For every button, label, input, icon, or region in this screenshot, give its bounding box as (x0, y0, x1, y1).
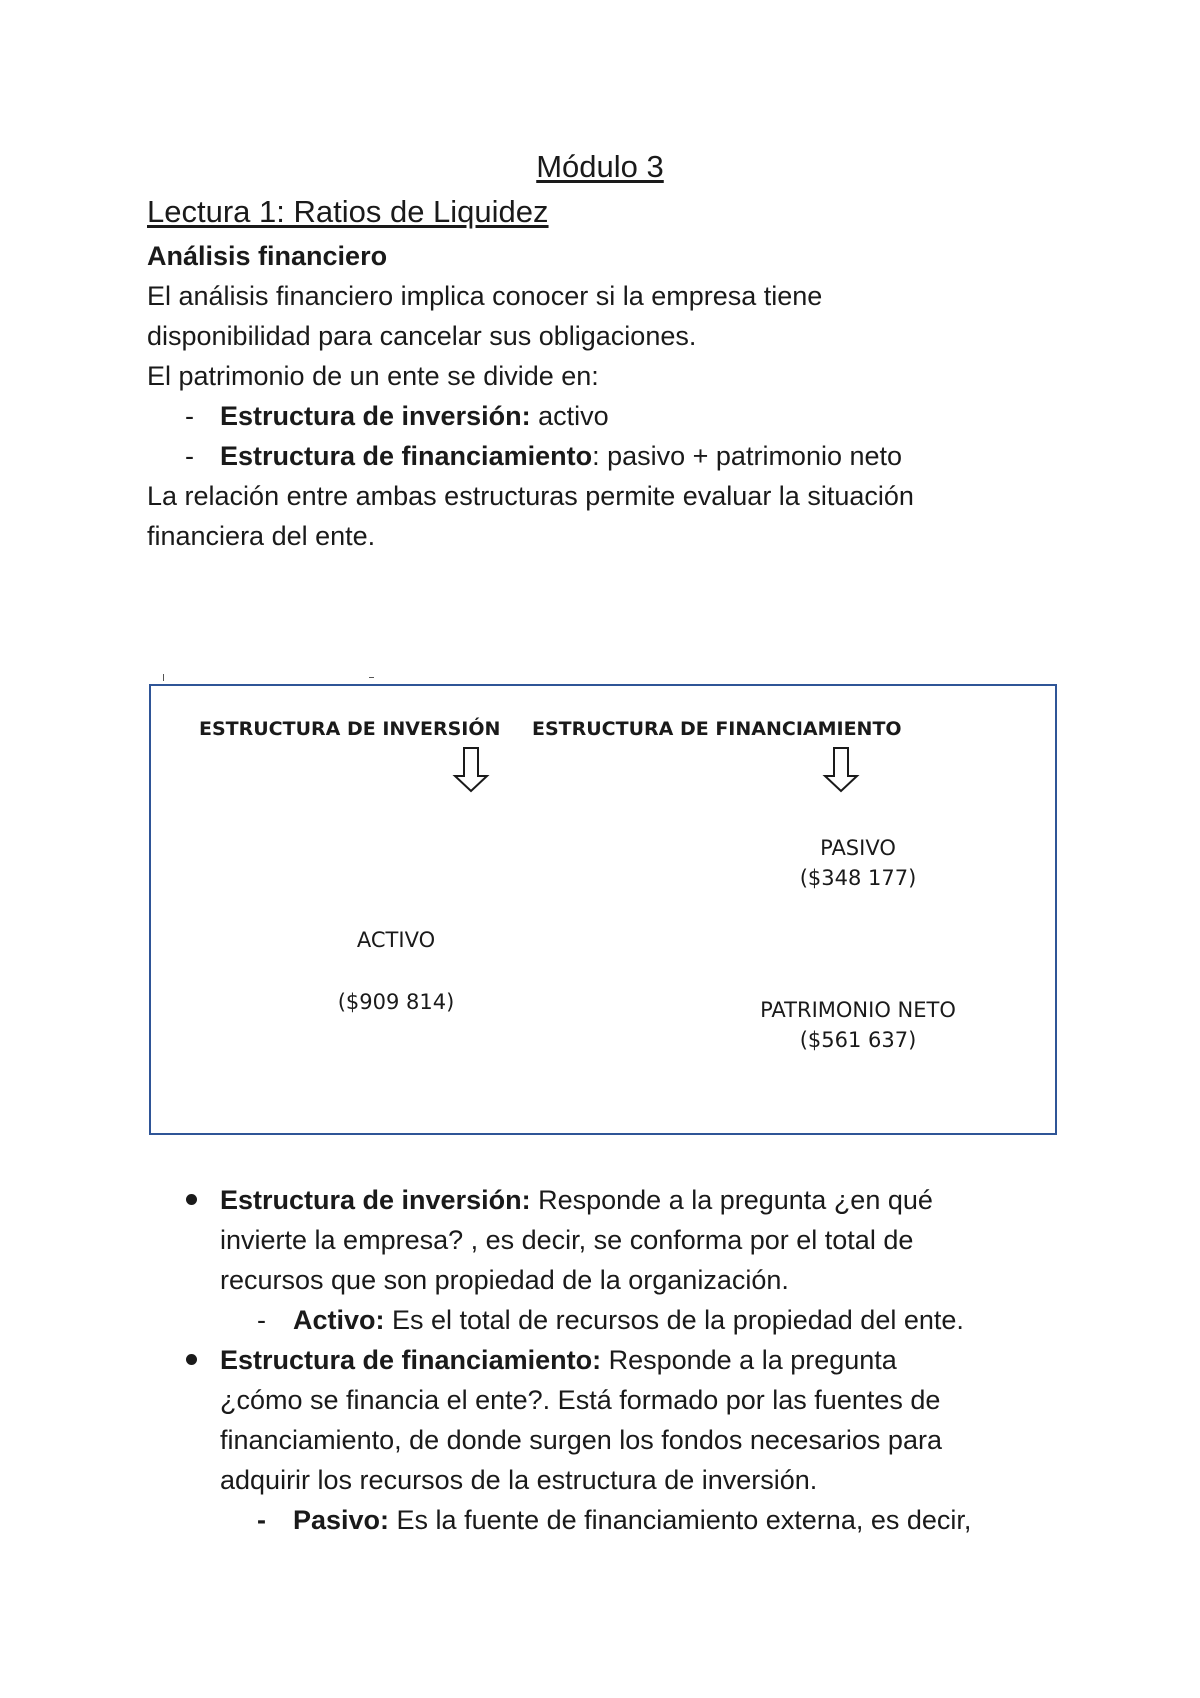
sub-item-pasivo (293, 1500, 971, 1540)
bullet-financiamiento-line-4: adquirir los recursos de la estructura de inversión. (220, 1465, 818, 1495)
list-dash: - (185, 401, 194, 431)
diagram-heading-financiamiento: ESTRUCTURA DE FINANCIAMIENTO (532, 718, 902, 740)
relation-line-1: La relación entre ambas estructuras permite evaluar la situación (147, 481, 914, 511)
diagram-heading-inversion: ESTRUCTURA DE INVERSIÓN (199, 718, 501, 740)
bullet-label: Estructura de financiamiento: (220, 1345, 602, 1375)
lecture-title: Lectura 1: Ratios de Liquidez (147, 194, 549, 229)
sub-item-text: Es el total de recursos de la propiedad del ente. (384, 1305, 964, 1335)
activo-label: ACTIVO (356, 928, 436, 952)
bullet-financiamiento-line-1 (220, 1340, 897, 1380)
sub-item-activo (293, 1300, 964, 1340)
list-dash: - (257, 1305, 266, 1335)
list-item-text: activo (530, 401, 609, 431)
bullet-financiamiento-line-3: financiamiento, de donde surgen los fondos necesarios para (220, 1425, 942, 1455)
list-item-label: Estructura de inversión: (220, 401, 531, 431)
list-dash: - (257, 1505, 266, 1535)
structure-diagram (149, 684, 1057, 1135)
bullet-inversion-line-2: invierte la empresa? , es decir, se conforma por el total de (220, 1225, 914, 1255)
pasivo-value: ($348 177) (799, 866, 917, 890)
down-arrow-icon (451, 746, 491, 794)
sub-item-text: Es la fuente de financiamiento externa, es decir, (389, 1505, 972, 1535)
pasivo-label: PASIVO (820, 836, 896, 860)
bullet-text: Responde a la pregunta (601, 1345, 897, 1375)
down-arrow-icon (821, 746, 861, 794)
artifact-mark (369, 677, 374, 678)
list-dash: - (185, 441, 194, 471)
patrimonio-neto-value: ($561 637) (799, 1028, 917, 1052)
list-item-label: Estructura de financiamiento (220, 441, 593, 471)
intro-line-3: El patrimonio de un ente se divide en: (147, 361, 599, 391)
sub-item-label: Activo: (293, 1305, 385, 1335)
activo-value: ($909 814) (337, 990, 455, 1014)
bullet-inversion-line-3: recursos que son propiedad de la organización. (220, 1265, 789, 1295)
module-title: Módulo 3 (536, 149, 664, 184)
intro-line-1: El análisis financiero implica conocer si la empresa tiene (147, 281, 823, 311)
list-item-text: : pasivo + patrimonio neto (592, 441, 903, 471)
sub-item-label: Pasivo: (293, 1505, 390, 1535)
section-heading: Análisis financiero (147, 241, 388, 271)
relation-line-2: financiera del ente. (147, 521, 376, 551)
list-item-financiamiento (220, 436, 902, 476)
bullet-label: Estructura de inversión: (220, 1185, 531, 1215)
intro-line-2: disponibilidad para cancelar sus obligaciones. (147, 321, 697, 351)
bullet-icon (186, 1194, 197, 1205)
bullet-icon (186, 1354, 197, 1365)
bullet-financiamiento-line-2: ¿cómo se financia el ente?. Está formado por las fuentes de (220, 1385, 941, 1415)
artifact-mark (163, 674, 164, 681)
bullet-text: Responde a la pregunta ¿en qué (530, 1185, 933, 1215)
bullet-inversion-line-1 (220, 1180, 933, 1220)
list-item-inversion (220, 396, 609, 436)
patrimonio-neto-label: PATRIMONIO NETO (760, 998, 956, 1022)
